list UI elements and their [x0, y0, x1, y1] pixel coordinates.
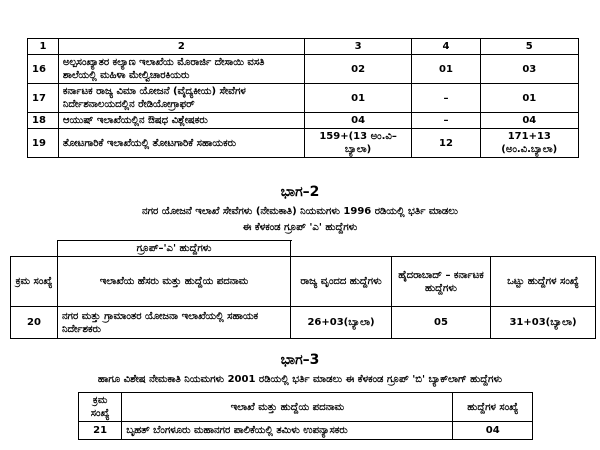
cell-col4: 12	[412, 129, 480, 158]
cell-col5: 01	[480, 84, 578, 113]
col-header-post: ಇಲಾಖೆ ಮತ್ತು ಹುದ್ದೆಯ ಪದನಾಮ	[122, 393, 453, 422]
row-number: 16	[28, 55, 59, 84]
table-row	[79, 422, 533, 440]
col-header-state: ರಾಜ್ಯ ವೃಂದದ ಹುದ್ದೆಗಳು	[291, 257, 392, 307]
col-header-hk: ಹೈದರಾಬಾದ್ – ಕರ್ನಾಟಕ ಹುದ್ದೆಗಳು	[392, 257, 491, 307]
group-a-label: ಗ್ರೂಪ್–'ಎ' ಹುದ್ದೆಗಳು	[58, 241, 291, 257]
row-number: 18	[28, 113, 59, 129]
posts-table-part2	[10, 240, 596, 339]
part2-subheading-1: ನಗರ ಯೋಜನೆ ಇಲಾಖೆ ಸೇವೆಗಳು (ನೇಮಕಾತಿ) ನಿಯಮಗಳು 1996 ರಡಿಯಲ್ಲಿ ಭರ್ತಿ ಮಾಡಲು	[142, 206, 458, 217]
row-number: 21	[79, 422, 122, 440]
col-header-4: 4	[412, 39, 480, 55]
row-number: 19	[28, 129, 59, 158]
col-header-1: 1	[28, 39, 59, 55]
table-row	[28, 55, 579, 84]
cell-col3: 04	[304, 113, 412, 129]
cell-col5: 03	[480, 55, 578, 84]
cell-state: 26+03(ಬ್ಯಾಲಾ)	[291, 307, 392, 339]
col-header-2: 2	[58, 39, 304, 55]
cell-count: 04	[453, 422, 533, 440]
col-header-5: 5	[480, 39, 578, 55]
post-name: ಬೃಹತ್ ಬೆಂಗಳೂರು ಮಹಾನಗರ ಪಾಲಿಕೆಯಲ್ಲಿ ತಮಿಳು ಉಪನ್ಯಾಸಕರು	[122, 422, 453, 440]
col-header-sl: ಕ್ರಮ ಸಂಖ್ಯೆ	[79, 393, 122, 422]
post-name: ನಗರ ಮತ್ತು ಗ್ರಾಮಾಂತರ ಯೋಜನಾ ಇಲಾಖೆಯಲ್ಲಿ ಸಹಾಯಕ ನಿರ್ದೇಶಕರು	[58, 307, 291, 339]
posts-table-part3	[78, 392, 533, 440]
cell-col5: 171+13 (ಅಂ.ವಿ.ಬ್ಯಾಲಾ)	[480, 129, 578, 158]
post-name: ತೋಟಗಾರಿಕೆ ಇಲಾಖೆಯಲ್ಲಿ ತೋಟಗಾರಿಕೆ ಸಹಾಯಕರು	[58, 129, 304, 158]
cell-col4: –	[412, 84, 480, 113]
col-header-total: ಒಟ್ಟು ಹುದ್ದೆಗಳ ಸಂಖ್ಯೆ	[491, 257, 596, 307]
col-header-post: ಇಲಾಖೆಯ ಹೆಸರು ಮತ್ತು ಹುದ್ದೆಯ ಪದನಾಮ	[58, 257, 291, 307]
posts-table-part1	[27, 38, 579, 158]
cell-total: 31+03(ಬ್ಯಾಲಾ)	[491, 307, 596, 339]
post-name: ಕರ್ನಾಟಕ ರಾಜ್ಯ ವಿಮಾ ಯೋಜನೆ (ವೈದ್ಯಕೀಯ) ಸೇವೆಗಳ ನಿರ್ದೇಶನಾಲಯದಲ್ಲಿನ ರೇಡಿಯೋಗ್ರಾಫರ್	[58, 84, 304, 113]
cell-col3: 02	[304, 55, 412, 84]
row-number: 17	[28, 84, 59, 113]
cell-col3: 159+(13 ಅಂ.ವಿ– ಬ್ಯಾಲಾ)	[304, 129, 412, 158]
table-row	[28, 129, 579, 158]
cell-col4: –	[412, 113, 480, 129]
part2-heading: ಭಾಗ–2	[280, 184, 320, 200]
cell-col3: 01	[304, 84, 412, 113]
cell-col4: 01	[412, 55, 480, 84]
cell-hk: 05	[392, 307, 491, 339]
post-name: ಅಲ್ಪಸಂಖ್ಯಾತರ ಕಲ್ಯಾಣ ಇಲಾಖೆಯ ಮೊರಾರ್ಜಿ ದೇಸಾಯಿ ವಸತಿ ಶಾಲೆಯಲ್ಲಿ ಮಹಿಳಾ ಮೇಲ್ವಿಚಾರಕಿಯರು	[58, 55, 304, 84]
col-header-count: ಹುದ್ದೆಗಳ ಸಂಖ್ಯೆ	[453, 393, 533, 422]
table-row	[11, 307, 596, 339]
post-name: ಆಯುಷ್ ಇಲಾಖೆಯಲ್ಲಿನ ಔಷಧ ವಿಶ್ಲೇಷಕರು	[58, 113, 304, 129]
table-row	[28, 113, 579, 129]
table-row	[28, 84, 579, 113]
part3-heading: ಭಾಗ–3	[280, 352, 320, 368]
col-header-sl: ಕ್ರಮ ಸಂಖ್ಯೆ	[11, 257, 58, 307]
part3-subheading: ಹಾಗೂ ವಿಶೇಷ ನೇಮಕಾತಿ ನಿಯಮಗಳು 2001 ರಡಿಯಲ್ಲಿ ಭರ್ತಿ ಮಾಡಲು ಈ ಕೆಳಕಂಡ ಗ್ರೂಪ್ 'ಬಿ' ಬ್ಯಾಕ್‌ಲಾಗ್ ಹುದ್ದೆಗಳು	[97, 374, 503, 385]
col-header-3: 3	[304, 39, 412, 55]
cell-col5: 04	[480, 113, 578, 129]
row-number: 20	[11, 307, 58, 339]
part2-subheading-2: ಈ ಕೆಳಕಂಡ ಗ್ರೂಪ್ 'ಎ' ಹುದ್ದೆಗಳು	[242, 222, 358, 233]
